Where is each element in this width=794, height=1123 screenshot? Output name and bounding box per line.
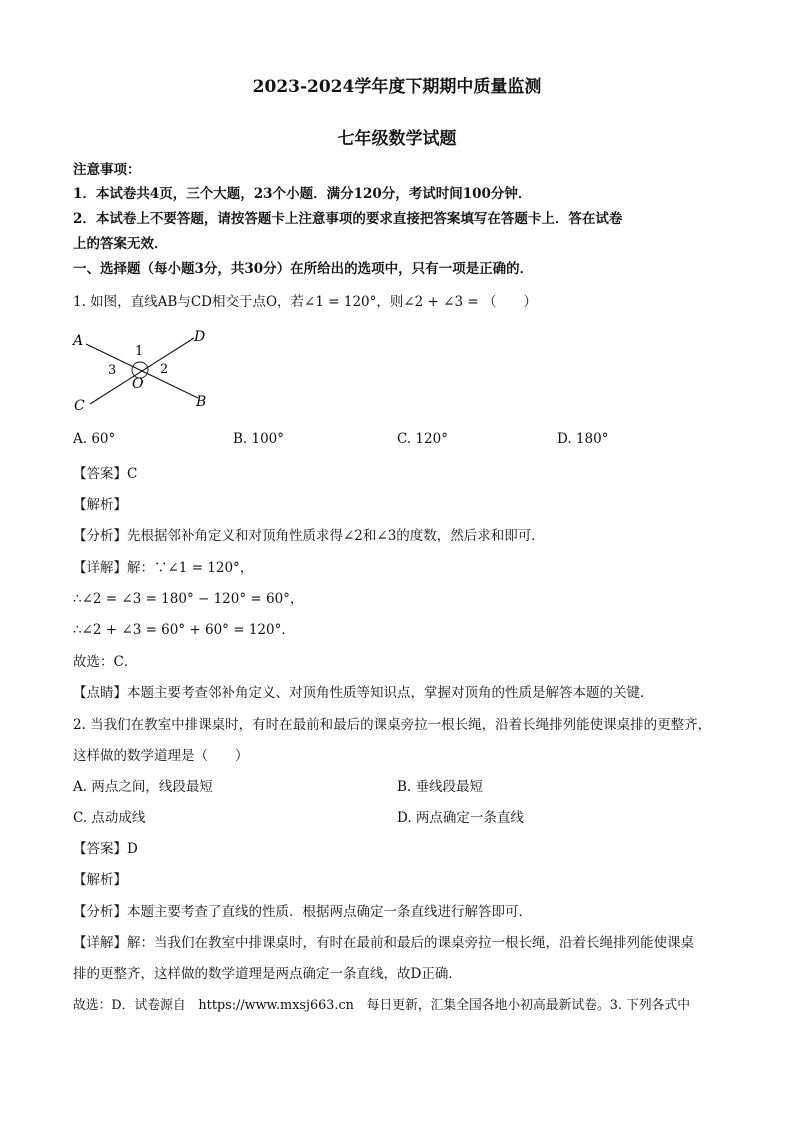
q1-option-a: A. 60° — [73, 431, 116, 447]
q2-analysis-tag: 【解析】 — [73, 872, 127, 888]
q1-option-b: B. 100° — [233, 431, 285, 447]
q1-option-d: D. 180° — [557, 431, 609, 447]
q1-detail-1: 【详解】解：∵∠1 = 120°， — [73, 560, 254, 576]
q2-option-b: B. 垂线段最短 — [397, 779, 484, 795]
q1-comment: 【点睛】本题主要考查邻补角定义、对顶角性质等知识点，掌握对顶角的性质是解答本题的关键． — [73, 685, 654, 701]
q1-detail-2: ∴∠2 = ∠3 = 180° − 120° = 60°， — [73, 591, 304, 607]
q2-stem-a: 2. 当我们在教室中排课桌时，有时在最前和最后的课桌旁拉一根长绳，沿着长绳排列能使课桌排的更整齐， — [73, 717, 712, 733]
q2-option-a: A. 两点之间，线段最短 — [73, 779, 213, 795]
notice-item-2a: 2．本试卷上不要答题，请按答题卡上注意事项的要求直接把答案填写在答题卡上．答在试卷 — [73, 211, 623, 227]
q1-figure — [66, 322, 226, 418]
exam-title: 2023-2024学年度下期期中质量监测 — [252, 77, 542, 97]
q2-answer: 【答案】D — [73, 841, 138, 857]
label-a: A — [73, 333, 84, 349]
q2-option-c: C. 点动成线 — [73, 810, 146, 826]
q1-stem: 1. 如图，直线AB与CD相交于点O，若∠1 = 120°，则∠2 + ∠3 = （ ） — [73, 294, 537, 310]
q1-choose: 故选：C． — [73, 654, 138, 670]
label-b: B — [196, 394, 207, 410]
q2-fenxi: 【分析】本题主要考查了直线的性质．根据两点确定一条直线进行解答即可． — [73, 904, 532, 920]
label-angle-2: 2 — [160, 362, 169, 377]
label-o: O — [132, 376, 144, 392]
q2-option-d: D. 两点确定一条直线 — [397, 810, 524, 826]
notice-item-1: 1．本试卷共4页，三个大题，23个小题．满分120分，考试时间100分钟． — [73, 186, 532, 202]
label-c: C — [74, 398, 85, 414]
q1-answer: 【答案】C — [73, 466, 138, 482]
q2-detail-b: 排的更整齐，这样做的数学道理是两点确定一条直线，故D正确． — [73, 966, 462, 982]
q2-detail-a: 【详解】解：当我们在教室中排课桌时，有时在最前和最后的课桌旁拉一根长绳，沿着长绳排列能使课桌 — [73, 935, 694, 951]
q1-analysis-tag: 【解析】 — [73, 497, 127, 513]
notice-item-2b: 上的答案无效． — [73, 236, 168, 252]
notice-heading: 注意事项： — [73, 162, 141, 178]
label-angle-3: 3 — [108, 363, 117, 378]
q1-option-c: C. 120° — [397, 431, 448, 447]
exam-subtitle: 七年级数学试题 — [337, 129, 457, 149]
q2-choose-and-source: 故选：D．试卷源自 https://www.mxsj663.cn 每日更新，汇集全国各地小初高最新试卷。3. 下列各式中 — [73, 998, 691, 1013]
q1-fenxi: 【分析】先根据邻补角定义和对顶角性质求得∠2和∠3的度数，然后求和即可． — [73, 528, 545, 544]
section-1-heading: 一、选择题（每小题3分，共30分）在所给出的选项中，只有一项是正确的． — [73, 261, 534, 277]
label-d: D — [194, 329, 206, 345]
q1-detail-3: ∴∠2 + ∠3 = 60° + 60° = 120°． — [73, 622, 295, 638]
q2-stem-b: 这样做的数学道理是（ ） — [73, 748, 249, 764]
label-angle-1: 1 — [135, 344, 144, 359]
